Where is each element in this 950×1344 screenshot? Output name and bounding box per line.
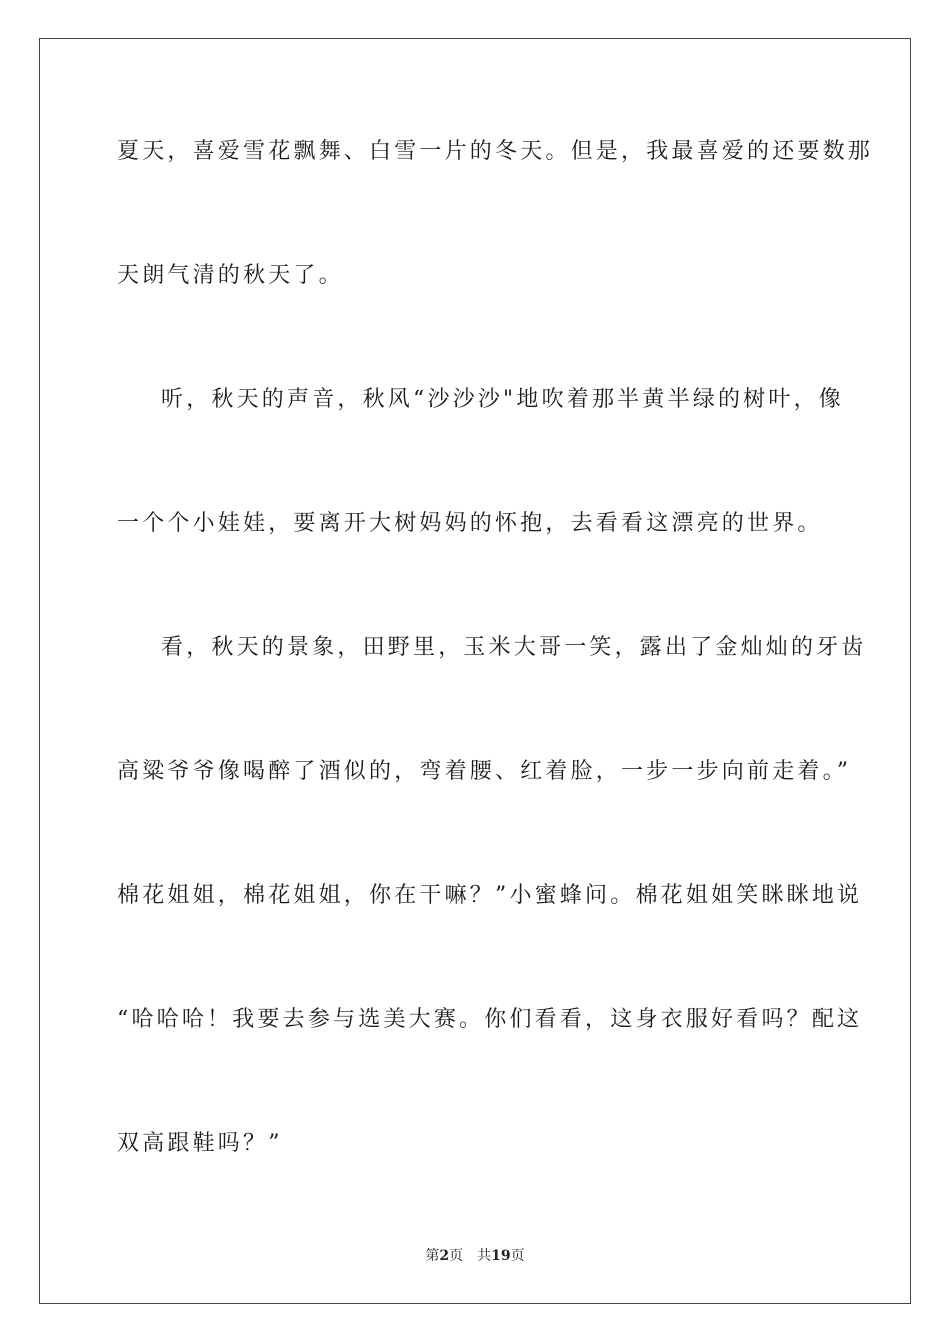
text-line-4: 一个个小娃娃，要离开大树妈妈的怀抱，去看看这漂亮的世界。 [117, 511, 823, 536]
text-line-9: 双高跟鞋吗？” [117, 1131, 283, 1156]
page-prefix: 第 [425, 1248, 440, 1264]
page-footer [0, 1247, 950, 1265]
page-border [39, 38, 911, 1304]
text-line-2: 天朗气清的秋天了。 [117, 263, 344, 288]
total-prefix: 共 [477, 1248, 492, 1264]
text-line-6: 高粱爷爷像喝醉了酒似的，弯着腰、红着脸，一步一步向前走着。” [117, 759, 852, 784]
page-suffix: 页 [449, 1248, 464, 1264]
total-suffix: 页 [510, 1248, 525, 1264]
text-line-5: 看，秋天的景象，田野里，玉米大哥一笑，露出了金灿灿的牙齿 [161, 635, 867, 660]
page-number: 2 [439, 1248, 450, 1264]
text-line-1: 夏天，喜爱雪花飘舞、白雪一片的冬天。但是，我最喜爱的还要数那 [117, 139, 874, 164]
text-line-3: 听，秋天的声音，秋风“沙沙沙"地吹着那半黄半绿的树叶，像 [161, 387, 844, 412]
text-line-7: 棉花姐姐，棉花姐姐，你在干嘛？”小蜜蜂问。棉花姐姐笑眯眯地说 [117, 883, 863, 908]
total-pages: 19 [491, 1248, 511, 1264]
text-line-8: “哈哈哈！我要去参与选美大赛。你们看看，这身衣服好看吗？配这 [117, 1007, 863, 1032]
